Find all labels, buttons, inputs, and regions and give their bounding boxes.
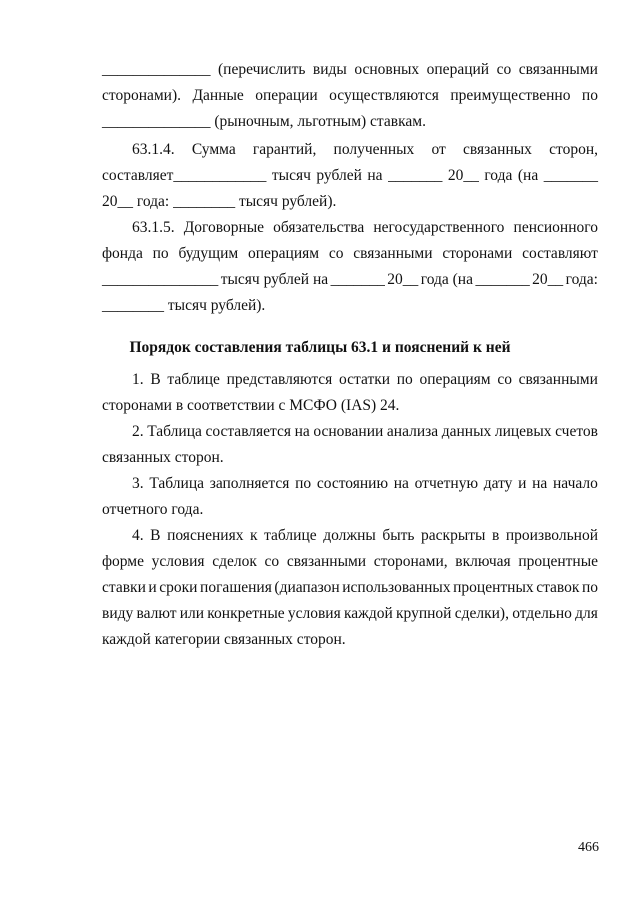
word: для	[575, 605, 598, 622]
paragraph-63-1-5-line-2	[102, 244, 598, 264]
paragraph-63-1-5-line-1	[132, 218, 598, 238]
word: процентных	[453, 579, 534, 596]
word: остатки	[339, 371, 391, 388]
word: по	[581, 87, 598, 104]
word: составляет____________	[102, 167, 267, 184]
word: условия	[151, 553, 205, 570]
word: года	[484, 167, 513, 184]
word: связанными	[286, 553, 367, 570]
word: В	[150, 527, 161, 544]
word: _______________	[102, 271, 219, 288]
word: 63.1.4.	[132, 141, 175, 158]
word: основании	[313, 423, 384, 440]
word: 63.1.5.	[132, 219, 175, 236]
word: раскрыты	[421, 527, 486, 544]
word: на	[532, 475, 548, 492]
word: дату	[483, 475, 513, 492]
word: со	[328, 245, 344, 262]
word: года (на	[420, 271, 473, 288]
word: тысяч	[271, 167, 311, 184]
word: сторонами).	[102, 87, 182, 104]
word: со	[497, 371, 512, 388]
word: со	[496, 61, 512, 78]
item-4-line-5: каждой категории связанных сторон.	[102, 631, 346, 648]
word: быть	[382, 527, 415, 544]
word: сделки),	[454, 605, 509, 622]
item-4-line-1	[132, 526, 598, 546]
text-line-1	[102, 60, 598, 80]
word: _______	[475, 271, 530, 288]
paragraph-63-1-4-line-1	[132, 140, 598, 160]
item-4-line-3	[102, 578, 598, 598]
word: связанными	[353, 245, 433, 262]
word: 1.	[132, 371, 144, 388]
word: крупной	[396, 605, 452, 622]
word: тысяч рублей на	[220, 271, 329, 288]
word: операции	[255, 87, 318, 104]
item-3-line-2: отчетного года.	[102, 501, 204, 518]
word: лицевых	[494, 423, 552, 440]
word: негосударственного	[373, 219, 505, 236]
word: обязательства	[273, 219, 365, 236]
word: составляется	[205, 423, 292, 440]
item-3-line-1	[132, 474, 598, 494]
word: анализа	[386, 423, 439, 440]
item-1-line-2: сторонами в соответствии с МСФО (IAS) 24.	[102, 397, 400, 414]
word: на	[393, 475, 409, 492]
word: В	[150, 371, 161, 388]
word: виду	[102, 605, 134, 622]
word: сторон,	[549, 141, 598, 158]
word: фонда	[102, 245, 143, 262]
word: Таблица	[149, 475, 204, 492]
word: погашения	[200, 579, 272, 596]
word: (перечислить	[217, 61, 306, 78]
word: использованных	[342, 579, 451, 596]
word: со	[264, 553, 280, 570]
word: 20__	[447, 167, 479, 184]
word: начало	[553, 475, 598, 492]
word: ставок	[536, 579, 580, 596]
word: валют	[136, 605, 177, 622]
item-2-line-2: связанных сторон.	[102, 449, 224, 466]
word: к	[250, 527, 258, 544]
word: таблице	[167, 371, 220, 388]
word: отчетную	[414, 475, 479, 492]
word: сторонами,	[373, 553, 448, 570]
word: преимущественно	[450, 87, 571, 104]
word: виды	[312, 61, 347, 78]
word: будущим	[178, 245, 239, 262]
word: Договорные	[183, 219, 265, 236]
word: полученных	[333, 141, 415, 158]
word: гарантий,	[252, 141, 317, 158]
word: ставки	[102, 579, 146, 596]
item-1-line-1	[132, 370, 598, 390]
word: в	[492, 527, 500, 544]
word: пояснениях	[167, 527, 244, 544]
word: по	[295, 475, 312, 492]
word: пенсионного	[513, 219, 598, 236]
text-line-3: ______________ (рыночным, льготным) ставкам.	[102, 113, 426, 130]
word: года:	[565, 271, 598, 288]
word: основных	[354, 61, 420, 78]
word: составляют	[522, 245, 598, 262]
word: представляются	[226, 371, 333, 388]
word: на	[367, 167, 383, 184]
word: по	[581, 579, 598, 596]
word: Данные	[192, 87, 244, 104]
word: сделок	[212, 553, 257, 570]
word: должны	[323, 527, 376, 544]
paragraph-63-1-4-line-2	[102, 166, 598, 186]
page-number: 466	[578, 840, 599, 855]
word: операций	[426, 61, 490, 78]
word: связанными	[518, 371, 598, 388]
word: заполняется	[209, 475, 290, 492]
word: _______	[388, 167, 443, 184]
word: Таблица	[147, 423, 202, 440]
word: и	[148, 579, 157, 596]
word: условия	[287, 605, 341, 622]
word: сторонами	[442, 245, 513, 262]
paragraph-63-1-5-line-4: ________ тысяч рублей).	[102, 297, 266, 314]
word: 3.	[132, 475, 144, 492]
word: от	[431, 141, 446, 158]
word: рублей	[316, 167, 362, 184]
word: связанными	[518, 61, 598, 78]
word: счетов	[555, 423, 598, 440]
word: _______	[543, 167, 598, 184]
word: 20__	[387, 271, 419, 288]
word: сроки	[159, 579, 198, 596]
word: и	[518, 475, 527, 492]
word: конкретные	[207, 605, 285, 622]
text-line-2	[102, 86, 598, 106]
section-title: Порядок составления таблицы 63.1 и пояснений к ней	[129, 339, 511, 356]
word: операциям	[248, 245, 320, 262]
word: отдельно	[512, 605, 572, 622]
word: операциям	[419, 371, 491, 388]
word: 2.	[132, 423, 144, 440]
paragraph-63-1-5-line-3	[102, 270, 598, 290]
word: _______	[330, 271, 385, 288]
paragraph-63-1-4-line-3: 20__ года: ________ тысяч рублей).	[102, 193, 337, 210]
word: 20__	[532, 271, 564, 288]
word: состоянию	[316, 475, 389, 492]
word: осуществляются	[329, 87, 439, 104]
word: таблице	[264, 527, 317, 544]
item-4-line-4	[102, 604, 598, 624]
word: (на	[517, 167, 539, 184]
word: данных	[441, 423, 492, 440]
word: каждой	[343, 605, 393, 622]
word: включая	[455, 553, 511, 570]
word: 4.	[132, 527, 144, 544]
word: Сумма	[191, 141, 236, 158]
word: на	[294, 423, 310, 440]
word: форме	[102, 553, 144, 570]
word: или	[179, 605, 205, 622]
item-4-line-2	[102, 552, 598, 572]
word: по	[152, 245, 169, 262]
word: процентные	[518, 553, 598, 570]
word: связанных	[463, 141, 532, 158]
word: ______________	[102, 61, 211, 78]
word: по	[396, 371, 413, 388]
word: произвольной	[505, 527, 598, 544]
word: (диапазон	[274, 579, 340, 596]
item-2-line-1	[132, 422, 598, 442]
